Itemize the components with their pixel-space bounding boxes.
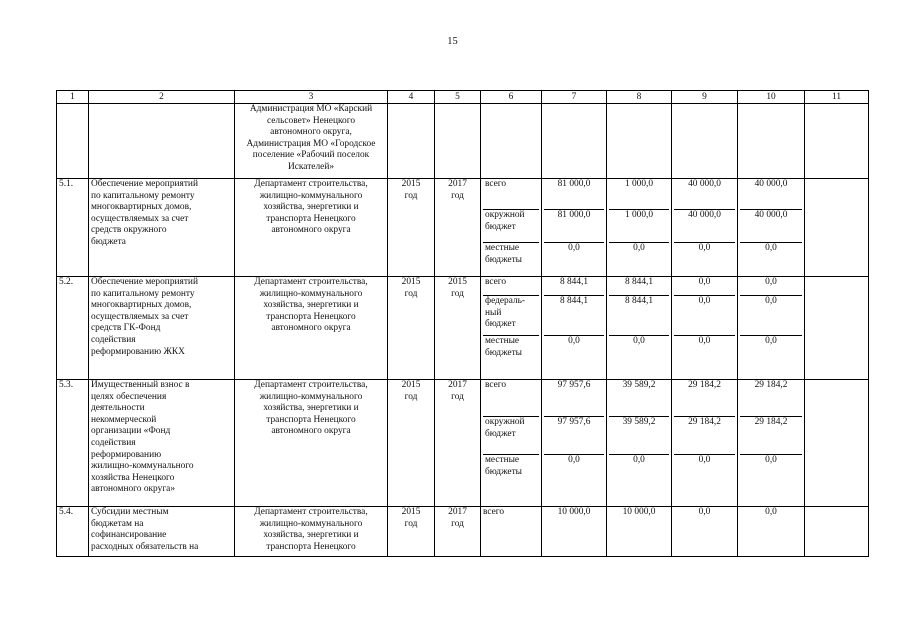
source-label: окружной бюджет xyxy=(483,210,539,243)
column-number-5: 5 xyxy=(435,91,481,104)
amount-value: 0,0 xyxy=(765,455,777,465)
column-number-3: 3 xyxy=(235,91,388,104)
amount-value: 10 000,0 xyxy=(542,507,607,557)
column-number-4: 4 xyxy=(388,91,435,104)
column-number-2: 2 xyxy=(89,91,235,104)
amount-value: 0,0 xyxy=(672,507,738,557)
column-number-1: 1 xyxy=(57,91,89,104)
start-year: 2015 год xyxy=(388,179,435,277)
source-label: местные бюджеты xyxy=(485,336,522,358)
amount-value: 39 589,2 xyxy=(609,380,669,417)
amount-value: 29 184,2 xyxy=(674,380,735,417)
end-year: 2017 год xyxy=(435,380,481,507)
start-year: 2015 год xyxy=(388,380,435,507)
measure-name: Обеспечение мероприятий по капитальному ремонту многоквартирных домов, осуществляемых за счет средств окружного бюджета xyxy=(89,179,235,277)
measure-name: Обеспечение мероприятий по капитальному ремонту многоквартирных домов, осуществляемых за счет средств ГК-Фонд содействия реформированию ЖКХ xyxy=(89,277,235,380)
measure-name: Имущественный взнос в целях обеспечения деятельности некоммерческой организации «Фонд содействия реформированию жилищно-коммунального хозяйства Ненецкого автономного округа» xyxy=(89,380,235,507)
amount-value: 8 844,1 xyxy=(544,277,604,296)
col-9-cell xyxy=(672,380,738,507)
col-8-cell xyxy=(607,380,672,507)
col-8-cell xyxy=(607,179,672,277)
col-8-cell xyxy=(607,277,672,380)
col-10-cell xyxy=(738,179,805,277)
amount-value: 0,0 xyxy=(568,336,580,346)
amount-value: 40 000,0 xyxy=(674,210,735,243)
amount-value: 0,0 xyxy=(698,336,711,346)
column-number-6: 6 xyxy=(481,91,542,104)
column-number-10: 10 xyxy=(738,91,805,104)
continuation-row xyxy=(57,104,869,179)
amount-value: 8 844,1 xyxy=(609,277,669,296)
col-7-cell xyxy=(542,179,607,277)
amount-value: 0,0 xyxy=(698,455,711,465)
amount-value: 81 000,0 xyxy=(544,179,604,210)
table-row xyxy=(57,179,869,277)
source-cell xyxy=(481,277,542,380)
amount-value: 10 000,0 xyxy=(607,507,672,557)
source-label: всего xyxy=(481,507,542,557)
amount-value: 0,0 xyxy=(740,296,802,336)
col-9-cell xyxy=(672,179,738,277)
col-10-cell xyxy=(738,277,805,380)
row-number: 5.2. xyxy=(57,277,89,380)
page-number: 15 xyxy=(447,36,458,47)
amount-value: 0,0 xyxy=(738,507,805,557)
source-cell xyxy=(481,179,542,277)
amount-value: 1 000,0 xyxy=(609,179,669,210)
executor-cell: Департамент строительства, жилищно-коммунального хозяйства, энергетики и транспорта Ненецкого автономного округа xyxy=(235,179,388,277)
amount-value: 29 184,2 xyxy=(740,417,802,455)
column-number-11: 11 xyxy=(805,91,869,104)
amount-value: 0,0 xyxy=(568,243,580,253)
measure-name: Субсидии местным бюджетам на софинансирование расходных обязательств на xyxy=(89,507,235,557)
program-table xyxy=(56,90,869,557)
amount-value: 8 844,1 xyxy=(544,296,604,336)
amount-value: 0,0 xyxy=(568,455,580,465)
amount-value: 0,0 xyxy=(740,277,802,296)
amount-value: 0,0 xyxy=(674,277,735,296)
amount-value: 0,0 xyxy=(765,243,777,253)
source-label: федераль- ный бюджет xyxy=(483,296,539,336)
row-number: 5.1. xyxy=(57,179,89,277)
source-label: всего xyxy=(483,277,539,296)
executor-cell: Департамент строительства, жилищно-коммунального хозяйства, энергетики и транспорта Ненецкого автономного округа xyxy=(235,277,388,380)
end-year: 2017 год xyxy=(435,179,481,277)
source-label: местные бюджеты xyxy=(485,455,522,477)
amount-value: 0,0 xyxy=(633,455,645,465)
amount-value: 40 000,0 xyxy=(740,179,802,210)
amount-value: 0,0 xyxy=(765,336,777,346)
end-year: 2017 год xyxy=(435,507,481,557)
col-7-cell xyxy=(542,277,607,380)
executor-cell: Департамент строительства, жилищно-коммунального хозяйства, энергетики и транспорта Ненецкого xyxy=(235,507,388,557)
end-year: 2015 год xyxy=(435,277,481,380)
col-10-cell xyxy=(738,380,805,507)
table-row xyxy=(57,277,869,380)
amount-value: 1 000,0 xyxy=(609,210,669,243)
amount-value: 97 957,6 xyxy=(544,417,604,455)
amount-value: 0,0 xyxy=(633,243,645,253)
start-year: 2015 год xyxy=(388,277,435,380)
source-cell xyxy=(481,380,542,507)
executor-cell: Департамент строительства, жилищно-коммунального хозяйства, энергетики и транспорта Ненецкого автономного округа xyxy=(235,380,388,507)
amount-value: 0,0 xyxy=(674,296,735,336)
column-numbers-row xyxy=(57,91,869,104)
amount-value: 0,0 xyxy=(633,336,645,346)
source-label: местные бюджеты xyxy=(485,243,522,265)
column-number-7: 7 xyxy=(542,91,607,104)
amount-value: 39 589,2 xyxy=(609,417,669,455)
amount-value: 29 184,2 xyxy=(740,380,802,417)
row-number: 5.4. xyxy=(57,507,89,557)
amount-value: 97 957,6 xyxy=(544,380,604,417)
amount-value: 8 844,1 xyxy=(609,296,669,336)
source-label: окружной бюджет xyxy=(483,417,539,455)
source-label: всего xyxy=(483,179,539,210)
amount-value: 40 000,0 xyxy=(740,210,802,243)
column-number-9: 9 xyxy=(672,91,738,104)
col-7-cell xyxy=(542,380,607,507)
start-year: 2015 год xyxy=(388,507,435,557)
table-row xyxy=(57,507,869,557)
column-number-8: 8 xyxy=(607,91,672,104)
col-9-cell xyxy=(672,277,738,380)
source-label: всего xyxy=(483,380,539,417)
table-row xyxy=(57,380,869,507)
amount-value: 81 000,0 xyxy=(544,210,604,243)
executor-cell: Администрация МО «Карский сельсовет» Ненецкого автономного округа, Администрация МО «Городское поселение «Рабочий поселок Искателей» xyxy=(235,104,388,179)
amount-value: 0,0 xyxy=(698,243,711,253)
amount-value: 29 184,2 xyxy=(674,417,735,455)
row-number: 5.3. xyxy=(57,380,89,507)
amount-value: 40 000,0 xyxy=(674,179,735,210)
